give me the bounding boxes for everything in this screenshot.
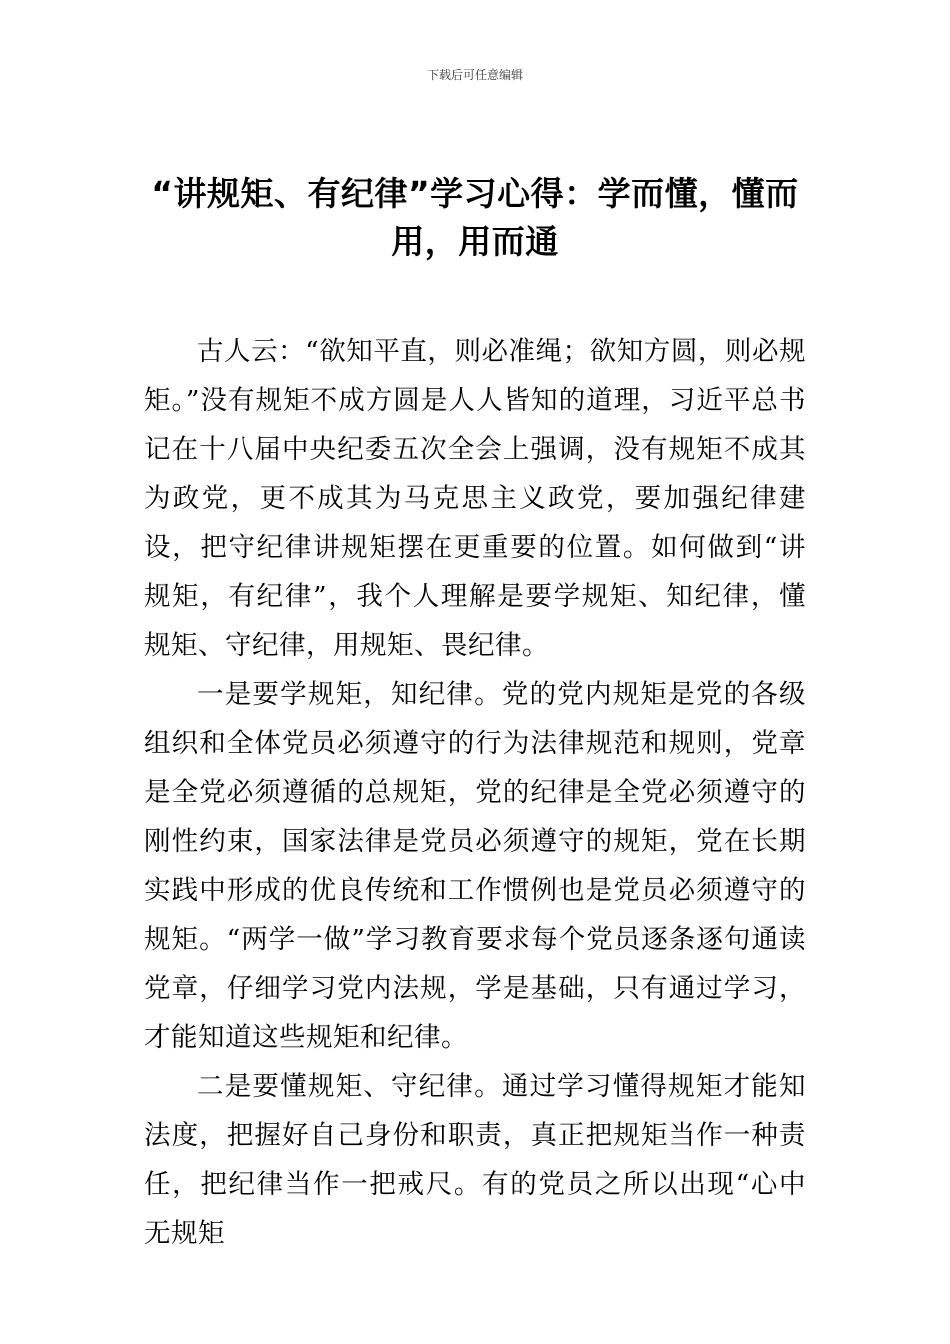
document-body [144,327,806,1258]
paragraph-point-one: 一是要学规矩，知纪律。党的党内规矩是党的各级组织和全体党员必须遵守的行为法律规范和规则，党章是全党必须遵循的总规矩，党的纪律是全党必须遵守的刚性约束，国家法律是党员必须遵守的规矩，党在长期实践中形成的优良传统和工作惯例也是党员必须遵守的规矩。“两学一做”学习教育要求每个党员逐条逐句通读党章，仔细学习党内法规，学是基础，只有通过学习，才能知道这些规矩和纪律。 [144,679,806,1053]
paragraph-intro: 古人云：“欲知平直，则必准绳；欲知方圆，则必规矩。”没有规矩不成方圆是人人皆知的道理，习近平总书记在十八届中央纪委五次全会上强调，没有规矩不成其为政党，更不成其为马克思主义政党，要加强纪律建设，把守纪律讲规矩摆在更重要的位置。如何做到“讲规矩，有纪律”，我个人理解是要学规矩、知纪律，懂规矩、守纪律，用规矩、畏纪律。 [144,336,806,661]
header-note: 下载后可任意编辑 [426,68,523,82]
document-title: “讲规矩、有纪律”学习心得：学而懂，懂而用，用而通 [151,174,799,261]
paragraph-point-two: 二是要懂规矩、守纪律。通过学习懂得规矩才能知法度，把握好自己身份和职责，真正把规矩当作一种责任，把纪律当作一把戒尺。有的党员之所以出现“心中无规矩 [144,1071,806,1249]
